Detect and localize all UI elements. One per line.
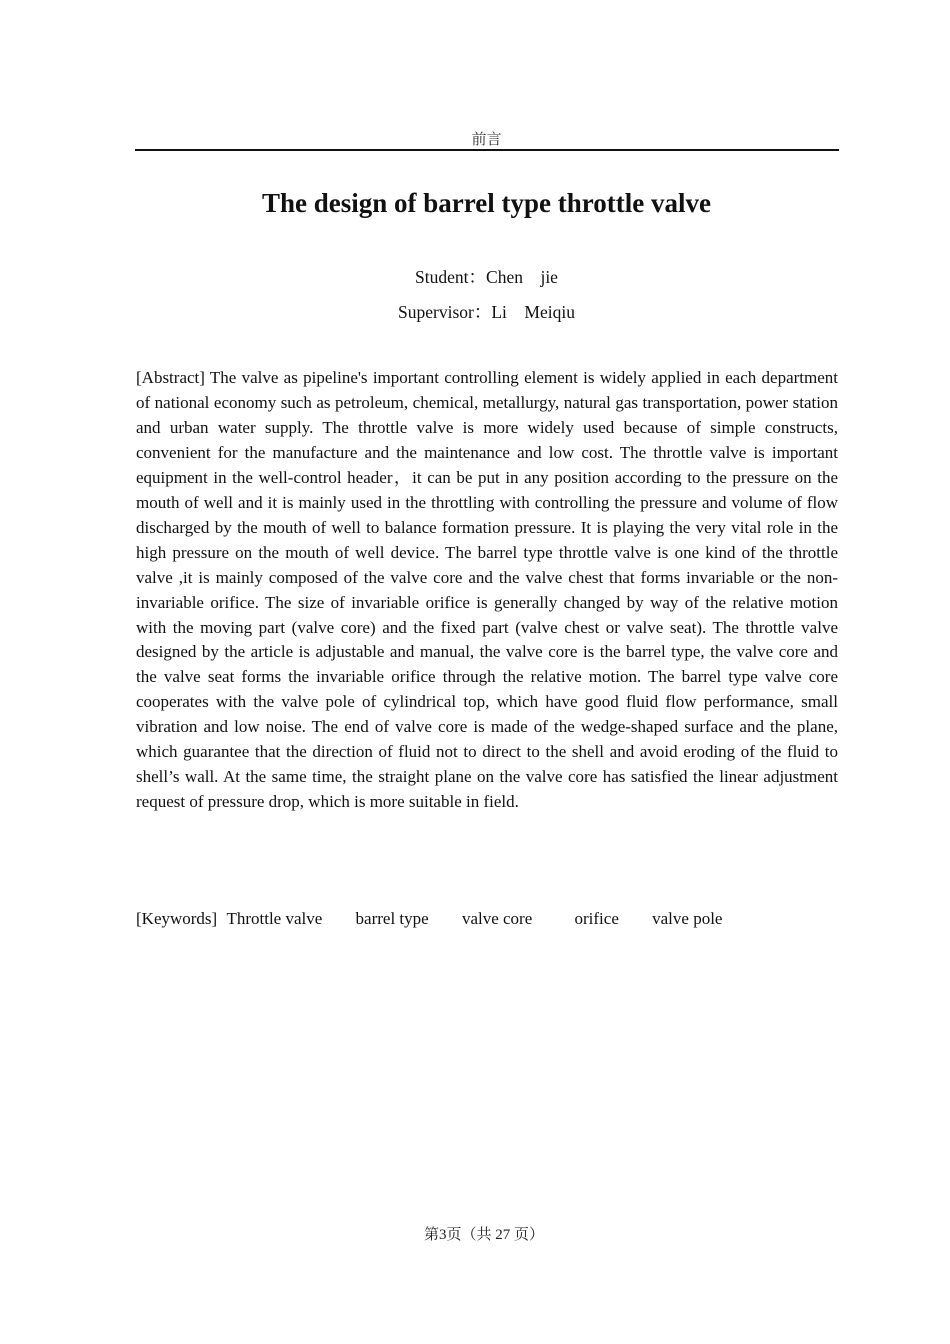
keyword-item: Throttle valve xyxy=(226,909,323,928)
keywords-label: [Keywords] xyxy=(136,909,218,928)
keyword-item: barrel type xyxy=(355,909,429,928)
keyword-item: orifice xyxy=(574,909,619,928)
page-number-footer: 第3页（共 27 页） xyxy=(423,1227,544,1243)
student-line: Student：Chen jie xyxy=(415,267,558,287)
keyword-item: valve core xyxy=(461,909,533,928)
running-header: 前言 xyxy=(471,132,502,148)
page-title: The design of barrel type throttle valve xyxy=(262,188,711,218)
supervisor-line: Supervisor：Li Meiqiu xyxy=(398,302,575,322)
keywords-line xyxy=(136,909,838,929)
abstract-paragraph: [Abstract] The valve as pipeline's important controlling element is widely applied in each department of national economy such as petroleum, chemical, metallurgy, natural gas transportation, power station and urban water supply. The throttle valve is more widely used because of simple constructs, convenient for the manufacture and the maintenance and low cost. The throttle valve is important equipment in the well-control header，it can be put in any position according to the pressure on the mouth of well and it is mainly used in the throttling with controlling the pressure and volume of flow discharged by the mouth of well to balance formation pressure. It is playing the very vital role in the high pressure on the mouth of well device. The barrel type throttle valve is one kind of the throttle valve ,it is mainly composed of the valve core and the valve chest that forms invariable or the non-invariable orifice. The size of invariable orifice is generally changed by way of the relative motion with the moving part (valve core) and the fixed part (valve chest or valve seat). The throttle valve designed by the article is adjustable and manual, the valve core is the barrel type, the valve core and the valve seat forms the invariable orifice through the relative motion. The barrel type valve core cooperates with the valve pole of cylindrical top, which have good fluid flow performance, small vibration and low noise. The end of valve core is made of the wedge-shaped surface and the plane, which guarantee that the direction of fluid not to direct to the shell and avoid eroding of the fluid to shell’s wall. At the same time, the straight plane on the valve core has satisfied the linear adjustment request of pressure drop, which is more suitable in field. xyxy=(136,368,838,812)
keyword-item: valve pole xyxy=(652,909,723,928)
header-divider xyxy=(135,149,839,151)
